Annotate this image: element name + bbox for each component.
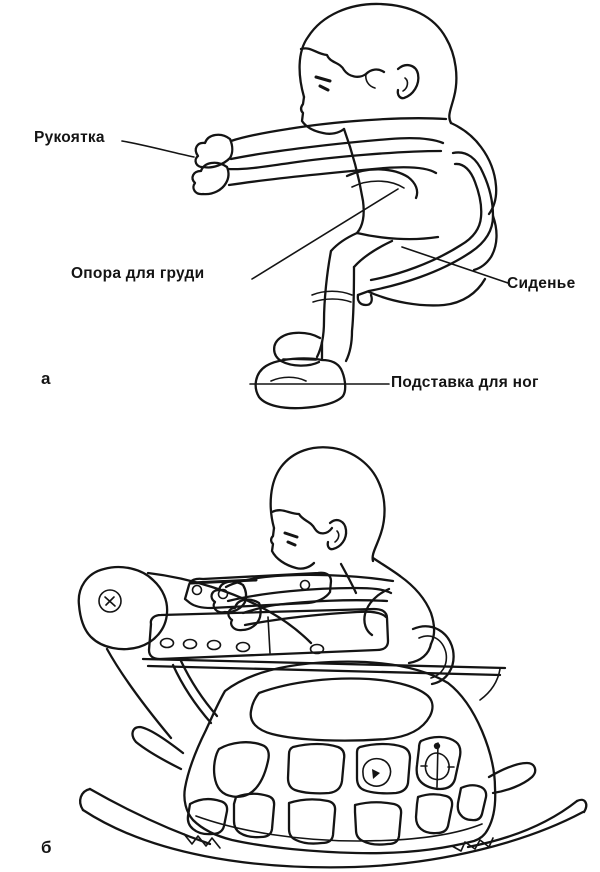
rocker-left-tip: [80, 789, 90, 810]
label-handle: Рукоятка: [34, 129, 105, 146]
a-face-edge: [301, 97, 344, 134]
a-thigh-bottom: [354, 241, 392, 267]
shell-top-plate: [251, 679, 433, 741]
shell-bottom-plate-5: [416, 794, 452, 833]
a-head-outline: [300, 4, 457, 123]
b-panel-screw-1: [193, 586, 202, 595]
turtle-neck-front: [107, 649, 171, 738]
b-eye: [288, 542, 295, 545]
a-ear-inner: [403, 78, 407, 91]
b-ear-inner: [335, 531, 339, 542]
b-button-hole-4: [237, 643, 250, 652]
a-seat-underside: [369, 279, 485, 305]
shell-mid-plate-2: [288, 744, 344, 793]
a-far-arm: [231, 118, 446, 159]
turtle-eye-pupil: [105, 597, 115, 606]
figure-b-marker: б: [41, 838, 52, 857]
rocker-right-tip: [577, 800, 586, 812]
turtle-flipper-left: [133, 727, 183, 769]
figure-a-leader-lines: [122, 141, 508, 384]
a-seat-front-lip: [358, 295, 372, 305]
label-seat: Сиденье: [507, 275, 576, 292]
handle-leader-line: [122, 141, 194, 157]
chest-support-leader-line: [252, 189, 398, 279]
figure-b-turtle: [79, 567, 586, 867]
shell-bottom-plate-2: [234, 794, 274, 837]
b-strut: [173, 661, 217, 723]
shell-mid-plate-1: [214, 742, 269, 797]
b-brow: [285, 533, 297, 537]
label-footrest: Подставка для ног: [391, 374, 539, 391]
b-bottom-on-board: [409, 644, 431, 663]
a-shin-front: [317, 251, 331, 357]
figure-a-marker: а: [41, 369, 51, 388]
a-sock-cuff: [312, 291, 352, 302]
a-near-arm: [228, 151, 441, 185]
a-seat-outer: [358, 152, 493, 295]
a-back-outline: [451, 123, 496, 214]
b-panel-screw-3: [301, 581, 310, 590]
b-neck: [373, 558, 400, 576]
a-near-shoe-toecap: [271, 377, 306, 381]
b-button-panel-divider: [268, 617, 270, 653]
figure-b-play-panel: [143, 573, 505, 723]
a-shin-back: [346, 267, 354, 361]
a-near-shoe: [256, 342, 346, 408]
figure-b-child: [212, 447, 434, 663]
shell-bottom-plate-1: [188, 799, 227, 834]
b-button-hole-2: [184, 640, 197, 649]
b-back-outline: [400, 576, 434, 644]
rocker-left-top-edge: [90, 789, 210, 844]
a-thigh-top: [331, 233, 357, 251]
b-hairline: [272, 510, 332, 533]
b-button-hole-1: [161, 639, 174, 648]
shell-bottom-plate-4: [355, 802, 401, 844]
a-eye: [320, 86, 328, 90]
b-ear: [328, 520, 346, 549]
shell-mid-plate-3: [357, 744, 410, 793]
shell-screw-round-slot: [372, 769, 380, 779]
label-chest-support: Опора для груди: [71, 265, 205, 282]
shell-bottom-plate-6: [458, 785, 486, 820]
shell-bolt-head: [434, 743, 440, 749]
figure-a-child-on-seat: [193, 4, 497, 408]
a-hairline: [301, 48, 384, 76]
a-brow: [316, 77, 330, 81]
a-shirt-hem: [357, 233, 438, 239]
turtle-shell-rim: [196, 816, 482, 841]
turtle-head: [79, 567, 167, 649]
shell-bolt-pin: [437, 743, 438, 787]
a-hair-curl: [366, 74, 375, 88]
b-button-hole-3: [208, 641, 221, 650]
a-front-outline: [344, 129, 364, 233]
